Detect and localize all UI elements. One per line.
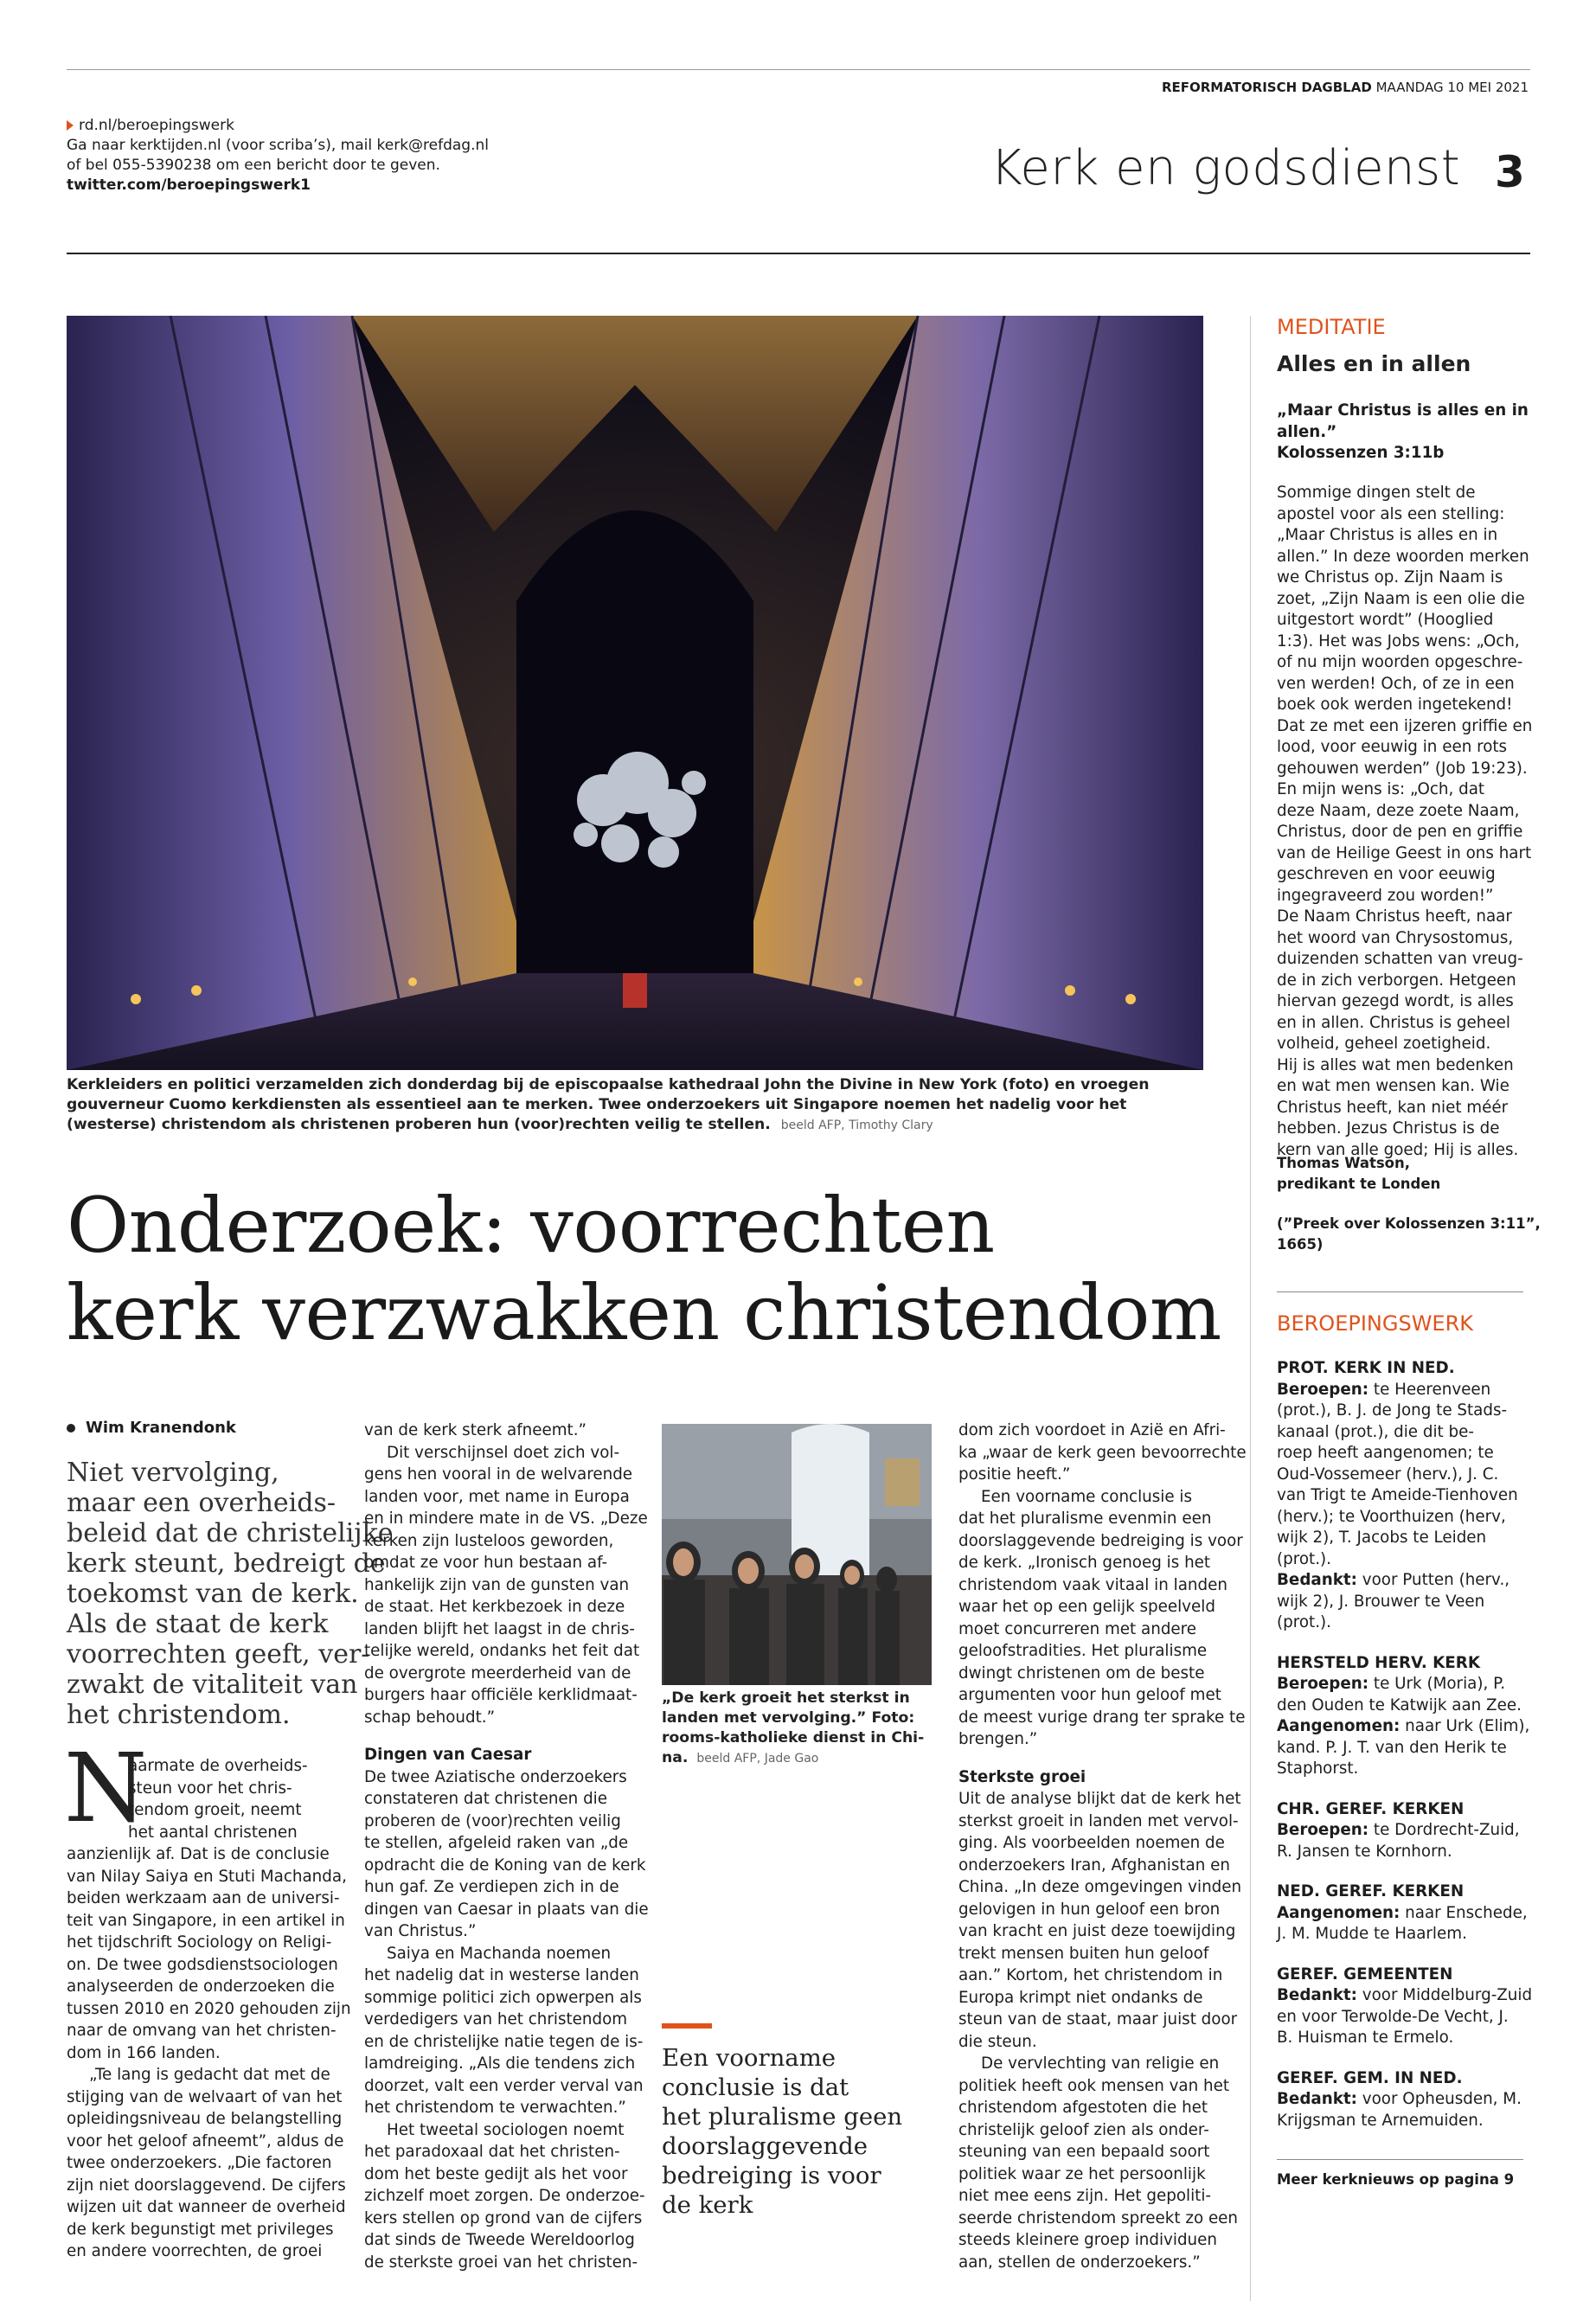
main-photo-caption-text: Kerkleiders en politici verzamelden zich donderdag bij de episcopaalse kathedraal John the Divine in New York (foto) en vroegen gouverneur Cuomo kerkdiensten als essentieel aan te merken. Twee onderzoekers uit Singapore noemen het nadelig voor het (westerse) christendom als christenen proberen hun (voor)rechten veilig te stellen. xyxy=(67,1076,1150,1133)
entry-text: te Dordrecht-Zuid, xyxy=(1368,1821,1520,1839)
entry-text: den Ouden te Katwijk aan Zee. xyxy=(1277,1695,1522,1715)
text-line: de meest vurige drang ter sprake te xyxy=(958,1708,1246,1727)
meditatie-title: Alles en in allen xyxy=(1277,351,1471,376)
text-line: tendom groeit, neemt xyxy=(128,1801,302,1819)
text-line: constateren dat christenen die xyxy=(364,1790,608,1808)
text-line: Sommige dingen stelt de xyxy=(1277,484,1476,502)
text-line: Christus, door de pen en griffie xyxy=(1277,823,1523,841)
text-line: De vervlechting van religie en xyxy=(981,2054,1220,2073)
lead-line: beleid dat de christelijke xyxy=(67,1518,394,1548)
main-photo xyxy=(67,316,1203,1070)
text-line: sommige politici zich opwerpen als xyxy=(364,1988,642,2007)
text-line: China. „In deze omgevingen vinden xyxy=(958,1878,1242,1896)
text-line: van Nilay Saiya en Stuti Machanda, xyxy=(67,1867,347,1886)
pull-quote-bar xyxy=(662,2023,712,2029)
second-photo-caption xyxy=(662,1689,924,1769)
text-line: aan, stellen de onderzoekers.” xyxy=(958,2253,1201,2272)
text-line: ka „waar de kerk geen bevoorrechte xyxy=(958,1443,1247,1462)
entry-kind: Bedankt: xyxy=(1277,1986,1357,2004)
text-line: twee onderzoekers. „Die factoren xyxy=(67,2154,332,2172)
main-photo-caption xyxy=(67,1075,1203,1136)
lead xyxy=(67,1458,394,1730)
main-photo-credit: beeld AFP, Timothy Clary xyxy=(780,1118,933,1132)
text-line: waar het op een gelijk speelveld xyxy=(958,1598,1215,1616)
quote-line: het pluralisme geen xyxy=(662,2103,903,2131)
text-line: hebben. Jezus Christus is de xyxy=(1277,1119,1500,1138)
sidebar-divider xyxy=(1250,316,1251,2301)
entry-text: naar Urk (Elim), xyxy=(1400,1717,1530,1735)
entry-kind: Bedankt: xyxy=(1277,2090,1357,2108)
text-line: van de kerk sterk afneemt.” xyxy=(364,1421,587,1439)
text-line: dom het beste gedijt als het voor xyxy=(364,2164,628,2183)
text-line: ven werden! Och, of ze in een xyxy=(1277,674,1515,693)
text-line: opleidingsniveau de belangstelling xyxy=(67,2110,343,2128)
entry-text: Oud-Vossemeer (herv.), J. C. xyxy=(1277,1465,1499,1484)
text-line: de in zich verborgen. Hetgeen xyxy=(1277,971,1516,990)
entry-text: van Trigt te Ameide-Tienhoven xyxy=(1277,1486,1518,1504)
text-line: schap behoudt.” xyxy=(364,1708,496,1727)
church-service-image xyxy=(662,1424,932,1685)
twitter-link[interactable]: twitter.com/beroepingswerk1 xyxy=(67,176,311,194)
text-line: we Christus op. Zijn Naam is xyxy=(1277,568,1503,586)
text-line: christendom afgestoten die het xyxy=(958,2099,1208,2117)
entry-text: kand. P. J. T. van den Herik te xyxy=(1277,1738,1507,1757)
paper-date: MAANDAG 10 MEI 2021 xyxy=(1375,80,1529,95)
text-line: gelovigen in hun geloof een bron xyxy=(958,1900,1221,1919)
text-line: doorzet, valt een verder verval van xyxy=(364,2076,644,2095)
text-line: en andere voorrechten, de groei xyxy=(67,2242,323,2260)
quote-line: bedreiging is voor xyxy=(662,2162,881,2189)
text-line: hiervan gezegd wordt, is alles xyxy=(1277,992,1514,1010)
entry-text: te Urk (Moria), P. xyxy=(1368,1675,1506,1693)
entry-kind: Beroepen: xyxy=(1277,1821,1369,1839)
col2-body xyxy=(364,1420,649,2273)
byline-bullet xyxy=(67,1424,75,1433)
caption-line: na. xyxy=(662,1749,689,1766)
text-line: zijn niet doorslaggevend. De cijfers xyxy=(67,2176,346,2195)
text-line: Het tweetal sociologen noemt xyxy=(387,2120,625,2139)
author-name: Wim Kranendonk xyxy=(86,1419,236,1437)
text-line: te stellen, afgeleid raken van „de xyxy=(364,1834,629,1852)
text-line: sterkst groeit in landen met vervol- xyxy=(958,1811,1239,1830)
beroepingswerk-list xyxy=(1277,1358,1532,2131)
entry-text: wijk 2), J. Brouwer te Veen xyxy=(1277,1592,1485,1611)
spacer xyxy=(1277,1862,1532,1881)
headline-line: Onderzoek: voorrechten xyxy=(67,1181,995,1270)
text-line: steeds kleinere groep individuen xyxy=(958,2231,1217,2249)
text-line: dat sinds de Tweede Wereldoorlog xyxy=(364,2231,635,2249)
contact-box xyxy=(67,116,489,195)
subheading: Sterkste groei xyxy=(958,1767,1086,1786)
entry-text: wijk 2), T. Jacobs te Leiden xyxy=(1277,1529,1487,1547)
text-line: analyseerden de onderzoeken die xyxy=(67,1977,335,1996)
text-line: Dat ze met een ijzeren griffie en xyxy=(1277,716,1533,735)
text-line: het tijdschrift Sociology on Religi- xyxy=(67,1933,332,1952)
text-line: kerken zijn lusteloos geworden, xyxy=(364,1531,614,1550)
text-line: 1:3). Het was Jobs wens: „Och, xyxy=(1277,631,1520,651)
text-line: moet concurreren met andere xyxy=(958,1619,1197,1638)
text-line: van kracht en juist deze toewijding xyxy=(958,1922,1236,1940)
meditatie-author xyxy=(1277,1153,1440,1195)
entry-kind: Aangenomen: xyxy=(1277,1903,1401,1922)
text-line: het nadelig dat in westerse landen xyxy=(364,1966,639,1984)
text-line: trekt mensen buiten hun geloof xyxy=(958,1944,1209,1963)
text-line: en wat men wensen kan. Wie xyxy=(1277,1077,1509,1095)
text-line: dom in 166 landen. xyxy=(67,2043,221,2062)
text-line: van de Heilige Geest in ons hart xyxy=(1277,843,1532,862)
text-line: dat het pluralisme evenmin een xyxy=(958,1509,1212,1528)
text-line: onderzoekers Iran, Afghanistan en xyxy=(958,1856,1230,1875)
entry-text: voor Putten (herv., xyxy=(1356,1571,1510,1589)
text-line: En mijn wens is: „Och, dat xyxy=(1277,780,1485,798)
text-line: naar de omvang van het christen- xyxy=(67,2022,337,2040)
text-line: politiek waar ze het persoonlijk xyxy=(958,2164,1206,2183)
text-line: de kerk. „Ironisch genoeg is het xyxy=(958,1554,1211,1572)
author-line: predikant te Londen xyxy=(1277,1176,1441,1192)
text-line: christendom vaak vitaal in landen xyxy=(958,1575,1227,1594)
text-line: aan.” Kortom, het christendom in xyxy=(958,1966,1223,1984)
caption-line: rooms-katholieke dienst in Chi- xyxy=(662,1729,925,1747)
second-photo xyxy=(662,1424,932,1685)
quote-line: Een voorname xyxy=(662,2044,836,2072)
text-line: Uit de analyse blijkt dat de kerk het xyxy=(958,1790,1241,1808)
lead-line: kerk steunt, bedreigt de xyxy=(67,1548,386,1579)
text-line: hankelijk zijn van de gunsten van xyxy=(364,1575,630,1594)
text-line: steun voor het chris- xyxy=(128,1779,292,1798)
entry-text: voor Opheusden, M. xyxy=(1356,2090,1522,2108)
text-line: wijzen uit dat wanneer de overheid xyxy=(67,2198,346,2216)
contact-link-row[interactable] xyxy=(67,116,489,136)
byline xyxy=(67,1419,236,1437)
text-line: uitgestort wordt” (Hooglied xyxy=(1277,611,1494,629)
text-line: proberen de (voor)rechten veilig xyxy=(364,1811,621,1830)
text-line: het woord van Chrysostomus, xyxy=(1277,928,1514,947)
source-line: (”Preek over Kolossenzen 3:11”, xyxy=(1277,1215,1541,1232)
quote-line: „Maar Christus is alles en in xyxy=(1277,401,1529,420)
text-line: Christus heeft, kan niet méér xyxy=(1277,1098,1509,1117)
text-line: argumenten voor hun geloof met xyxy=(958,1686,1221,1704)
col4-body xyxy=(958,1420,1247,2273)
text-line: lamdreiging. „Als die tendens zich xyxy=(364,2054,636,2073)
text-line: brengen.” xyxy=(958,1730,1038,1748)
quote-line: doorslaggevende xyxy=(662,2132,869,2160)
spacer xyxy=(958,1751,1247,1766)
text-line: geloofstradities. Het pluralisme xyxy=(958,1642,1208,1660)
quote-line: conclusie is dat xyxy=(662,2073,849,2101)
spacer xyxy=(1277,1634,1532,1653)
text-line: hun gaf. Ze verdiepen zich in de xyxy=(364,1878,619,1896)
text-line: dingen van Caesar in plaats van die xyxy=(364,1900,649,1919)
entry-text: B. Huisman te Ermelo. xyxy=(1277,2029,1454,2047)
quote-line: allen.” xyxy=(1277,422,1337,441)
text-line: gehouwen werden” (Job 19:23). xyxy=(1277,759,1528,778)
arrow-right-icon xyxy=(67,120,74,131)
text-line: steuning van een bepaald soort xyxy=(958,2143,1210,2161)
text-line: positie heeft.” xyxy=(958,1465,1071,1484)
paper-dateline xyxy=(1162,80,1529,95)
text-line: het paradoxaal dat het christen- xyxy=(364,2143,620,2161)
text-line: Hij is alles wat men bedenken xyxy=(1277,1055,1514,1074)
text-line: zichzelf moet zorgen. De onderzoe- xyxy=(364,2187,645,2205)
lead-line: Niet vervolging, xyxy=(67,1458,279,1488)
text-line: het aantal christenen xyxy=(128,1823,298,1842)
text-line: kers stellen op grond van de cijfers xyxy=(364,2208,643,2227)
group-heading: GEREF. GEMEENTEN xyxy=(1277,1965,1453,1984)
text-line: christelijk geloof zien als onder- xyxy=(958,2120,1209,2139)
text-line: dwingt christenen om de beste xyxy=(958,1663,1205,1682)
text-line: zoet, „Zijn Naam is een olie die xyxy=(1277,589,1525,608)
spacer xyxy=(1277,1780,1532,1799)
text-line: gens hen vooral in de welvarende xyxy=(364,1465,633,1484)
text-line: aarmate de overheids- xyxy=(128,1757,308,1775)
text-line: van Christus.” xyxy=(364,1922,477,1940)
text-line: landen voor, met name in Europa xyxy=(364,1487,630,1506)
text-line: politiek heeft ook mensen van het xyxy=(958,2076,1230,2095)
entry-text: kanaal (prot.), die dit be- xyxy=(1277,1422,1474,1441)
text-line: omdat ze voor hun bestaan af- xyxy=(364,1554,608,1572)
entry-text: (prot.). xyxy=(1277,1613,1331,1631)
header-rule xyxy=(67,253,1530,254)
entry-text: (herv.); te Voorthuizen (herv, xyxy=(1277,1507,1506,1526)
text-line: De twee Aziatische onderzoekers xyxy=(364,1767,627,1786)
text-line: duizenden schatten van vreug- xyxy=(1277,950,1523,968)
entry-kind: Beroepen: xyxy=(1277,1380,1369,1399)
text-line: boek ook werden ingetekend! xyxy=(1277,695,1513,714)
more-news-link[interactable]: Meer kerknieuws op pagina 9 xyxy=(1277,2171,1515,2188)
text-line: dom zich voordoet in Azië en Afri- xyxy=(958,1421,1226,1439)
footer-rule xyxy=(1277,2159,1523,2160)
entry-text: Staphorst. xyxy=(1277,1759,1359,1778)
text-line: „Maar Christus is alles en in xyxy=(1277,526,1498,544)
text-line: de overgrote meerderheid van de xyxy=(364,1663,631,1682)
meditatie-label: MEDITATIE xyxy=(1277,315,1386,339)
text-line: landen blijft het laagst in de chris- xyxy=(364,1619,635,1638)
text-line: doorslaggevende bedreiging is voor xyxy=(958,1531,1243,1550)
dropcap: N xyxy=(64,1733,148,1843)
text-line: Saiya en Machanda noemen xyxy=(387,1944,612,1963)
text-line: verdedigers van het christendom xyxy=(364,2010,628,2029)
lead-line: het christendom. xyxy=(67,1700,291,1730)
text-line: „Te lang is gedacht dat met de xyxy=(89,2066,330,2084)
text-line: Europa krimpt niet ondanks de xyxy=(958,1988,1203,2007)
entry-text: roep heeft aangenomen; te xyxy=(1277,1444,1494,1462)
caption-line: „De kerk groeit het sterkst in xyxy=(662,1689,910,1707)
source-line: 1665) xyxy=(1277,1236,1324,1253)
group-heading: CHR. GEREF. KERKEN xyxy=(1277,1799,1465,1818)
spacer xyxy=(1277,1945,1532,1965)
meditatie-source xyxy=(1277,1214,1541,1255)
entry-text: (prot.). xyxy=(1277,1549,1331,1568)
text-line: teit van Singapore, in een artikel in xyxy=(67,1911,345,1930)
text-line: lood, voor eeuwig in een rots xyxy=(1277,738,1508,756)
lead-line: voorrechten geeft, ver- xyxy=(67,1639,370,1670)
text-line: burgers haar officiële kerklidmaat- xyxy=(364,1686,638,1704)
contact-line: of bel 055-5390238 om een bericht door te geven. xyxy=(67,157,440,174)
lead-line: maar een overheids- xyxy=(67,1488,336,1518)
page-number: 3 xyxy=(1495,147,1525,197)
text-line: stijging van de welvaart of van het xyxy=(67,2087,343,2106)
text-line: en de christelijke natie tegen de is- xyxy=(364,2032,644,2051)
group-heading: PROT. KERK IN NED. xyxy=(1277,1359,1455,1377)
text-line: De Naam Christus heeft, naar xyxy=(1277,907,1512,926)
entry-text: naar Enschede, xyxy=(1400,1903,1528,1922)
contact-line: Ga naar kerktijden.nl (voor scriba’s), mail kerk@refdag.nl xyxy=(67,137,490,154)
col1-drop-lines xyxy=(128,1755,308,1843)
text-line: kern van alle goed; Hij is alles. xyxy=(1277,1140,1519,1159)
text-line: Dit verschijnsel doet zich vol- xyxy=(387,1443,620,1462)
text-line: steun van de staat, maar juist door xyxy=(958,2010,1238,2029)
second-photo-credit: beeld AFP, Jade Gao xyxy=(696,1752,819,1766)
author-line: Thomas Watson, xyxy=(1277,1155,1411,1171)
text-line: niet mee eens zijn. Het gepoliti- xyxy=(958,2187,1212,2205)
entry-text: voor Middelburg-Zuid xyxy=(1356,1986,1533,2004)
entry-text: (prot.), B. J. de Jong te Stads- xyxy=(1277,1401,1508,1420)
text-line: allen.” In deze woorden merken xyxy=(1277,547,1529,566)
text-line: apostel voor als een stelling: xyxy=(1277,504,1505,523)
text-line: en in allen. Christus is geheel xyxy=(1277,1013,1510,1032)
lead-line: Als de staat de kerk xyxy=(67,1609,329,1639)
quote-line: de kerk xyxy=(662,2191,753,2219)
headline xyxy=(67,1182,1221,1356)
group-heading: HERSTELD HERV. KERK xyxy=(1277,1653,1481,1672)
lead-line: toekomst van de kerk. xyxy=(67,1579,359,1609)
entry-text: en voor Terwolde-De Vecht, J. xyxy=(1277,2007,1509,2026)
subheading: Dingen van Caesar xyxy=(364,1746,532,1764)
text-line: beiden werkzaam aan de universi- xyxy=(67,1889,340,1907)
beroepingswerk-label: BEROEPINGSWERK xyxy=(1277,1311,1474,1336)
text-line: telijke wereld, ondanks het feit dat xyxy=(364,1642,640,1660)
text-line: het christendom te verwachten.” xyxy=(364,2099,626,2117)
entry-text: te Heerenveen xyxy=(1368,1380,1491,1399)
text-line: Een voorname conclusie is xyxy=(981,1487,1193,1506)
entry-kind: Beroepen: xyxy=(1277,1675,1369,1693)
section-title: Kerk en godsdienst xyxy=(990,140,1461,196)
headline-line: kerk verzwakken christendom xyxy=(67,1268,1221,1357)
text-line: en in mindere mate in de VS. „Deze xyxy=(364,1509,648,1528)
lead-line: zwakt de vitaliteit van xyxy=(67,1670,358,1700)
text-line: geschreven en voor eeuwig xyxy=(1277,865,1496,883)
top-rule xyxy=(67,69,1530,70)
caption-line: landen met vervolging.” Foto: xyxy=(662,1709,915,1727)
cathedral-image xyxy=(67,316,1203,1070)
text-line: aanzienlijk af. Dat is de conclusie xyxy=(67,1845,330,1863)
text-line: tussen 2010 en 2020 gehouden zijn xyxy=(67,1999,351,2018)
text-line: de kerk begunstigt met privileges xyxy=(67,2220,334,2239)
text-line: of nu mijn woorden opgeschre- xyxy=(1277,653,1523,671)
text-line: die steun. xyxy=(958,2032,1037,2051)
meditatie-quote xyxy=(1277,401,1529,465)
quote-ref: Kolossenzen 3:11b xyxy=(1277,444,1445,462)
pull-quote xyxy=(662,2043,902,2220)
meditatie-body xyxy=(1277,483,1532,1161)
text-line: de sterkste groei van het christen- xyxy=(364,2253,638,2272)
entry-text: Krijgsman te Arnemuiden. xyxy=(1277,2111,1484,2130)
text-line: seerde christendom spreekt zo een xyxy=(958,2208,1239,2227)
text-line: on. De twee godsdienstsociologen xyxy=(67,1955,338,1974)
group-heading: NED. GEREF. KERKEN xyxy=(1277,1882,1465,1900)
text-line: deze Naam, deze zoete Naam, xyxy=(1277,801,1520,820)
entry-kind: Aangenomen: xyxy=(1277,1717,1401,1735)
text-line: de staat. Het kerkbezoek in deze xyxy=(364,1598,625,1616)
text-line: opdracht die de Koning van de kerk xyxy=(364,1856,646,1875)
spacer xyxy=(1277,2049,1532,2068)
entry-text: R. Jansen te Kornhorn. xyxy=(1277,1842,1452,1861)
entry-kind: Bedankt: xyxy=(1277,1571,1357,1589)
text-line: ging. Als voorbeelden noemen de xyxy=(958,1834,1225,1852)
text-line: volheid, geheel zoetigheid. xyxy=(1277,1035,1491,1053)
paper-name: REFORMATORISCH DAGBLAD xyxy=(1161,80,1372,95)
group-heading: GEREF. GEM. IN NED. xyxy=(1277,2068,1463,2087)
text-line: ingegraveerd zou worden!” xyxy=(1277,886,1494,905)
text-line: voor het geloof afneemt”, aldus de xyxy=(67,2131,344,2150)
contact-link[interactable]: rd.nl/beroepingswerk xyxy=(79,117,234,134)
col1-body xyxy=(67,1843,351,2263)
entry-text: J. M. Mudde te Haarlem. xyxy=(1277,1925,1467,1943)
spacer xyxy=(364,1728,649,1744)
